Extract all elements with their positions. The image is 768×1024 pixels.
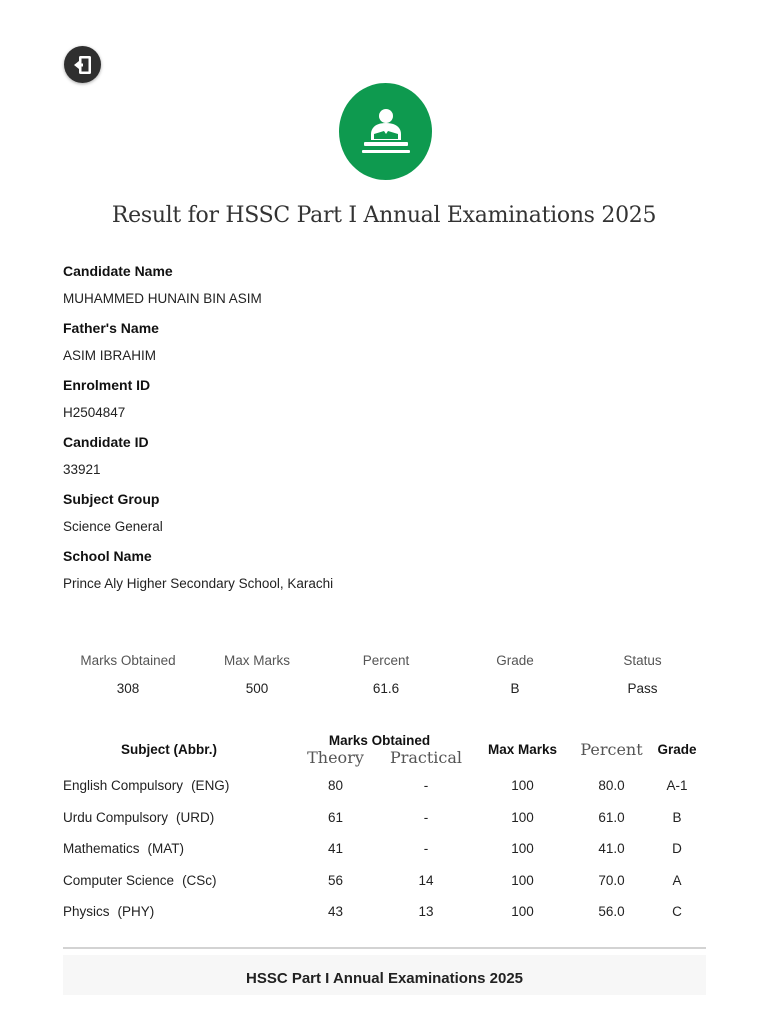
summary-max-marks: 500	[245, 681, 269, 696]
summary-grade: B	[510, 681, 520, 696]
theory-cell: 56	[327, 872, 344, 888]
footer-title: HSSC Part I Annual Examinations 2025	[63, 955, 706, 995]
summary-header-max-marks: Max Marks	[223, 653, 290, 668]
exit-button[interactable]	[64, 46, 101, 83]
subject-cell	[63, 770, 289, 802]
exit-door-icon	[72, 54, 94, 76]
candidate-name-value: MUHAMMED HUNAIN BIN ASIM	[63, 291, 262, 306]
max-marks-cell: 100	[511, 778, 534, 794]
subject-abbr: (CSc)	[182, 872, 217, 888]
subject-name: Mathematics	[63, 841, 140, 857]
max-marks-cell: 100	[511, 841, 534, 857]
summary-header-row	[63, 652, 706, 680]
subject-cell	[63, 896, 289, 928]
page-title: Result for HSSC Part I Annual Examinations 2025	[111, 203, 657, 228]
result-summary	[63, 652, 706, 698]
summary-header-marks-obtained: Marks Obtained	[80, 653, 176, 668]
father-name-label: Father's Name	[63, 320, 159, 336]
percent-cell: 80.0	[598, 778, 625, 794]
header-percent: Percent	[580, 739, 643, 759]
table-row	[63, 770, 706, 802]
enrolment-id-value: H2504847	[63, 405, 126, 420]
header-max-marks: Max Marks	[487, 741, 558, 757]
max-marks-cell: 100	[511, 872, 534, 888]
max-marks-cell: 100	[511, 809, 534, 825]
practical-cell: -	[423, 778, 429, 794]
subject-group-label: Subject Group	[63, 491, 160, 507]
subject-cell	[63, 833, 289, 865]
practical-cell: 14	[418, 872, 434, 888]
subject-cell	[63, 865, 289, 897]
summary-header-status: Status	[623, 653, 662, 668]
theory-cell: 80	[327, 778, 344, 794]
theory-cell: 43	[327, 904, 344, 920]
candidate-details	[63, 263, 703, 605]
subject-name: English Compulsory	[63, 778, 184, 794]
subject-abbr: (MAT)	[147, 841, 185, 857]
grade-cell: A	[672, 872, 682, 888]
subject-name: Computer Science	[63, 872, 175, 888]
subject-abbr: (PHY)	[117, 904, 155, 920]
subjects-table	[63, 728, 706, 928]
enrolment-id-label: Enrolment ID	[63, 377, 151, 393]
header-marks-obtained: Marks Obtained	[328, 733, 431, 748]
school-name-value: Prince Aly Higher Secondary School, Karachi	[63, 576, 334, 591]
site-logo	[339, 83, 432, 180]
table-row	[63, 865, 706, 897]
subject-name: Physics	[63, 904, 110, 920]
header-grade: Grade	[657, 741, 697, 757]
school-name-label: School Name	[63, 548, 152, 564]
summary-percent: 61.6	[372, 681, 400, 696]
candidate-id-value: 33921	[63, 462, 101, 477]
subject-abbr: (ENG)	[191, 778, 230, 794]
table-row	[63, 896, 706, 928]
footer-divider	[63, 947, 706, 949]
percent-cell: 70.0	[598, 872, 625, 888]
theory-cell: 61	[327, 809, 344, 825]
percent-cell: 41.0	[598, 841, 625, 857]
candidate-id-label: Candidate ID	[63, 434, 149, 450]
subject-cell	[63, 802, 289, 834]
theory-cell: 41	[327, 841, 344, 857]
father-name-value: ASIM IBRAHIM	[63, 348, 157, 363]
subject-group-value: Science General	[63, 519, 163, 534]
table-row	[63, 802, 706, 834]
summary-value-row	[63, 680, 706, 698]
percent-cell: 56.0	[598, 904, 625, 920]
header-practical: Practical	[389, 748, 463, 767]
student-reading-icon	[354, 107, 418, 157]
practical-cell: -	[423, 841, 429, 857]
candidate-name-label: Candidate Name	[63, 263, 173, 279]
percent-cell: 61.0	[598, 809, 625, 825]
header-subject: Subject (Abbr.)	[120, 741, 217, 757]
grade-cell: D	[672, 841, 682, 857]
summary-header-grade: Grade	[496, 653, 534, 668]
subject-name: Urdu Compulsory	[63, 809, 169, 825]
grade-cell: A-1	[666, 778, 688, 794]
grade-cell: C	[672, 904, 682, 920]
header-theory: Theory	[307, 748, 364, 767]
summary-header-percent: Percent	[362, 653, 410, 668]
practical-cell: -	[423, 809, 429, 825]
practical-cell: 13	[418, 904, 434, 920]
summary-marks-obtained: 308	[116, 681, 140, 696]
table-row	[63, 833, 706, 865]
summary-status: Pass	[627, 681, 658, 696]
subject-abbr: (URD)	[176, 809, 215, 825]
grade-cell: B	[672, 809, 682, 825]
max-marks-cell: 100	[511, 904, 534, 920]
